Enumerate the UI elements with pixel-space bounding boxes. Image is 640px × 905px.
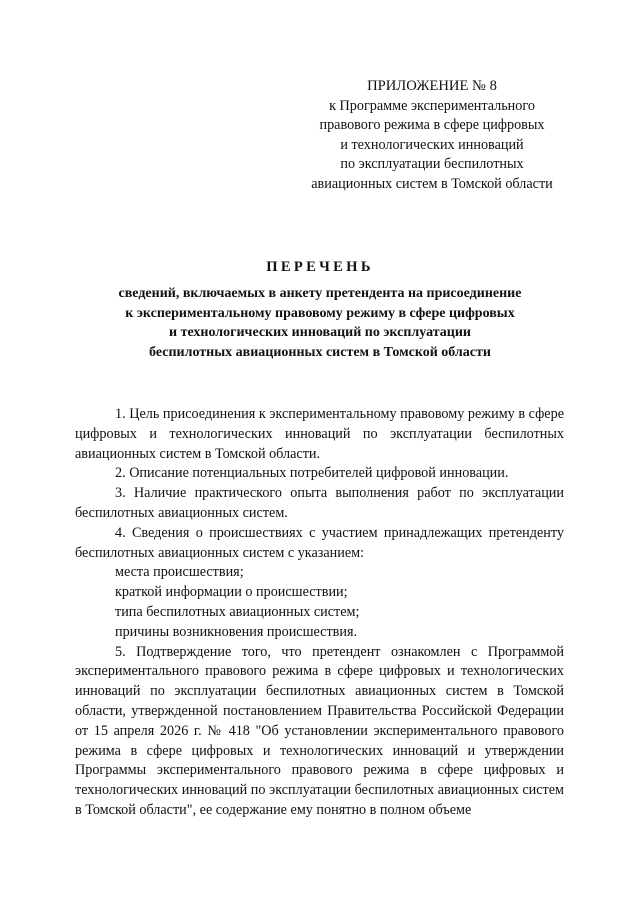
list-item: типа беспилотных авиационных систем; [115, 603, 360, 620]
appendix-line: авиационных систем в Томской области [311, 175, 553, 192]
document-title: ПЕРЕЧЕНЬ [266, 259, 374, 275]
paragraph-3: 3. Наличие практического опыта выполнения работ по эксплуатации беспилотных авиационных систем. [75, 485, 564, 521]
subtitle-line: к экспериментальному правовому режиму в сфере цифровых [125, 305, 515, 321]
appendix-title: ПРИЛОЖЕНИЕ № 8 [367, 78, 497, 94]
paragraph-2: 2. Описание потенциальных потребителей цифровой инновации. [115, 465, 509, 482]
appendix-line: и технологических инноваций [340, 136, 524, 153]
paragraph-5: 5. Подтверждение того, что претендент ознакомлен с Программой экспериментального правового режима в сфере цифровых и технологических инноваций по эксплуатации беспилотных авиационных систем в Томской области, утвержденной постановлением Правительства Российской Федерации от 15 апреля 2026 г. № 418 "Об установлении экспериментального правового режима в сфере цифровых и технологических инноваций и утверждении Программы экспериментального правового режима в сфере цифровых и технологических инноваций по эксплуатации беспилотных авиационных систем в Томской области", ее содержание ему понятно в полном объеме [75, 643, 564, 818]
list-item: причины возникновения происшествия. [115, 623, 358, 640]
list-item: краткой информации о происшествии; [115, 584, 348, 601]
list-item: места происшествия; [115, 564, 244, 581]
paragraph-1: 1. Цель присоединения к экспериментальному правовому режиму в сфере цифровых и технологических инноваций по эксплуатации беспилотных авиационных систем в Томской области. [75, 406, 564, 462]
document-heading [60, 257, 580, 362]
document-body [75, 405, 564, 821]
appendix-line: к Программе экспериментального [329, 97, 535, 114]
subtitle-line: и технологических инноваций по эксплуатации [169, 325, 471, 340]
appendix-header [300, 77, 564, 194]
appendix-line: по эксплуатации беспилотных [340, 156, 524, 172]
subtitle-line: сведений, включаемых в анкету претендента на присоединение [118, 286, 522, 301]
appendix-line: правового режима в сфере цифровых [319, 117, 545, 133]
paragraph-4: 4. Сведения о происшествиях с участием принадлежащих претенденту беспилотных авиационных систем с указанием: [75, 524, 564, 561]
subtitle-line: беспилотных авиационных систем в Томской области [149, 344, 491, 360]
document-subtitle [60, 284, 580, 362]
